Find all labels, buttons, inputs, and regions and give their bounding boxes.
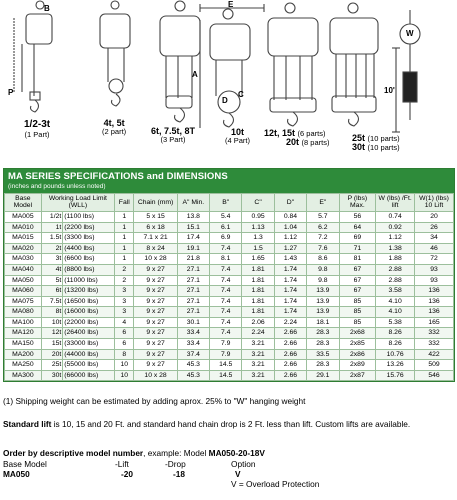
table-row [5,222,454,233]
table-cell: 1/2t [41,211,63,222]
table-row [5,254,454,265]
col-header: E" [307,194,339,212]
col-header: P (lbs) Max. [339,194,376,212]
dim-d-label: D [222,96,228,105]
table-cell: 33.4 [177,328,209,339]
table-cell: 9 x 27 [134,360,177,371]
hoist-drawings [0,0,457,165]
table-cell: 7.4 [210,264,242,275]
table-cell: 37.4 [177,349,209,360]
table-cell: 17.4 [177,233,209,244]
table-cell: 45.3 [177,360,209,371]
table-cell: 8 [115,349,134,360]
capacity-label-3: 6t, 7.5t, 8T (3 Part) [151,126,196,145]
order-example: MA050-20-18V [208,448,265,458]
order-label-base: Base Model [3,459,47,469]
table-cell: 546 [415,370,454,381]
table-cell: 2x87 [339,370,376,381]
table-cell: 1.65 [242,254,274,265]
table-row [5,296,454,307]
col-header: C" [242,194,274,212]
order-value-lift: -20 [121,469,133,479]
table-cell: 18.1 [307,317,339,328]
col-header: D" [274,194,306,212]
table-cell: 1.12 [376,233,415,244]
table-cell: 1.74 [274,264,306,275]
hoist-4-drawing [200,4,264,128]
table-cell: 7.9 [210,339,242,350]
table-cell: 5.38 [376,317,415,328]
table-cell: 1.74 [274,286,306,297]
table-cell: 2x89 [339,360,376,371]
table-cell: 8.26 [376,328,415,339]
table-cell: 3 [115,296,134,307]
col-header: Base Model [5,194,42,212]
table-cell: 6 [115,328,134,339]
table-cell: (6600 lbs) [63,254,115,265]
table-cell: 1.74 [274,275,306,286]
table-cell: 28.3 [307,339,339,350]
table-cell: MA075 [5,296,42,307]
table-cell: (4400 lbs) [63,243,115,254]
table-cell: 5t [41,275,63,286]
table-cell: (16500 lbs) [63,296,115,307]
order-label-lift: -Lift [115,459,129,469]
table-cell: 12t [41,328,63,339]
table-cell: 4t [41,264,63,275]
table-cell: 13.9 [307,307,339,318]
table-cell: 1.12 [274,233,306,244]
table-cell: 7.5t [41,296,63,307]
col-header: Fall [115,194,134,212]
table-cell: (44000 lbs) [63,349,115,360]
table-cell: 27.1 [177,296,209,307]
table-cell: 20t [41,349,63,360]
table-cell: 1.81 [242,307,274,318]
table-cell: 2.66 [274,360,306,371]
table-row [5,317,454,328]
table-cell: 46 [415,243,454,254]
table-cell: 5.7 [307,211,339,222]
table-cell: 34 [415,233,454,244]
table-cell: 9 x 27 [134,286,177,297]
table-cell: 9 x 27 [134,307,177,318]
table-cell: 1 [115,222,134,233]
table-cell: 28.3 [307,328,339,339]
col-header: Chain (mm) [134,194,177,212]
table-cell: 3 [115,286,134,297]
table-cell: 14.5 [210,370,242,381]
table-cell: 1.38 [376,243,415,254]
table-cell: 6.2 [307,222,339,233]
standard-lift-bold: Standard lift [3,419,52,429]
table-cell: 9 x 27 [134,296,177,307]
hoist-1-drawing [14,1,52,112]
table-cell: 2.88 [376,264,415,275]
table-cell: 2.24 [242,328,274,339]
table-cell: MA030 [5,254,42,265]
standard-lift-text: is 10, 15 and 20 Ft. and standard hand chain drop is 2 Ft. less than lift. Custom lifts are available. [51,419,411,429]
table-cell: 1.81 [242,275,274,286]
table-cell: 1 [115,211,134,222]
table-cell: 1.3 [242,233,274,244]
dim-p-label: P [8,88,14,97]
table-cell: 7.4 [210,286,242,297]
table-cell: 1.13 [242,222,274,233]
table-cell: 332 [415,339,454,350]
table-cell: 69 [339,233,376,244]
table-cell: 29.1 [307,370,339,381]
table-cell: 1.43 [274,254,306,265]
option-note: V = Overload Protection [231,479,320,489]
col-header: W(1) (lbs) 10 Lift [415,194,454,212]
table-row [5,360,454,371]
table-cell: 9 x 27 [134,317,177,328]
table-cell: 1.5 [242,243,274,254]
table-cell: 1.88 [376,254,415,265]
table-cell: 509 [415,360,454,371]
table-cell: 33.5 [307,349,339,360]
table-cell: 1.74 [274,296,306,307]
table-cell: 1.04 [274,222,306,233]
table-cell: MA015 [5,233,42,244]
table-cell: 93 [415,264,454,275]
table-cell: 1.81 [242,286,274,297]
table-cell: (2200 lbs) [63,222,115,233]
table-cell: 30.1 [177,317,209,328]
table-cell: 422 [415,349,454,360]
table-cell: MA120 [5,328,42,339]
table-cell: 33.4 [177,339,209,350]
table-cell: 9 x 27 [134,339,177,350]
table-cell: 4 [115,317,134,328]
table-cell: 2t [41,243,63,254]
table-cell: MA005 [5,211,42,222]
dim-c-label: C [238,90,244,99]
table-cell: 21.8 [177,254,209,265]
table-cell: 72 [415,254,454,265]
hoist-6-drawing [330,3,378,126]
table-cell: 0.84 [274,211,306,222]
table-cell: 7.4 [210,328,242,339]
table-cell: 20 [415,211,454,222]
table-cell: (11000 lbs) [63,275,115,286]
dim-10-label: 10' [384,86,395,95]
table-cell: 5.4 [210,211,242,222]
table-cell: MA150 [5,339,42,350]
table-cell: 14.5 [210,360,242,371]
table-cell: (1100 lbs) [63,211,115,222]
capacity-label-6: 25t (10 parts) 30t (10 parts) [352,133,400,153]
table-cell: 2x86 [339,349,376,360]
table-cell: 2.88 [376,275,415,286]
order-bold: Order by descriptive model number [3,448,144,458]
table-cell: 85 [339,307,376,318]
table-cell: 1.81 [242,264,274,275]
table-cell: 26 [415,222,454,233]
table-cell: (13200 lbs) [63,286,115,297]
table-cell: 8 x 24 [134,243,177,254]
spec-note: (inches and pounds unless noted) [8,183,106,190]
col-header: W (lbs) /Ft. lift [376,194,415,212]
table-cell: MA250 [5,360,42,371]
table-cell: 6 x 18 [134,222,177,233]
table-cell: 9 x 27 [134,275,177,286]
dim-e-label: E [228,0,234,9]
table-cell: 27.1 [177,286,209,297]
order-value-drop: -18 [173,469,185,479]
table-cell: 6.9 [210,233,242,244]
table-cell: 165 [415,317,454,328]
table-cell: 7.4 [210,296,242,307]
table-cell: 1.5t [41,233,63,244]
table-row [5,307,454,318]
table-cell: 13.8 [177,211,209,222]
table-cell: 1.27 [274,243,306,254]
table-cell: (26400 lbs) [63,328,115,339]
table-row [5,211,454,222]
table-cell: 332 [415,328,454,339]
table-cell: 4.10 [376,296,415,307]
capacity-label-2: 4t, 5t (2 part) [102,118,127,137]
dim-b-label: B [44,4,50,13]
table-cell: MA060 [5,286,42,297]
table-cell: 9 x 27 [134,264,177,275]
table-cell: 2 [115,264,134,275]
table-cell: 8.1 [210,254,242,265]
order-value-option: V [235,469,241,479]
table-row [5,286,454,297]
table-cell: MA010 [5,222,42,233]
table-cell: 10t [41,317,63,328]
table-cell: 2.66 [274,349,306,360]
table-cell: 10 x 28 [134,254,177,265]
table-cell: MA080 [5,307,42,318]
table-cell: 7.2 [307,233,339,244]
table-cell: MA050 [5,275,42,286]
table-cell: 19.1 [177,243,209,254]
table-cell: 13.26 [376,360,415,371]
table-row [5,349,454,360]
order-instruction [3,449,448,459]
table-cell: 8t [41,307,63,318]
spec-table-panel [3,168,455,382]
order-label-option: Option [231,459,256,469]
capacity-label-5: 12t, 15t (6 parts) 20t (8 parts) [264,128,330,148]
table-cell: 1.74 [274,307,306,318]
table-cell: MA040 [5,264,42,275]
table-row [5,339,454,350]
table-cell: 3.21 [242,370,274,381]
table-cell: 64 [339,222,376,233]
table-cell: 71 [339,243,376,254]
table-cell: 45.3 [177,370,209,381]
table-cell: 5 x 15 [134,211,177,222]
table-cell: (3300 lbs) [63,233,115,244]
table-row [5,275,454,286]
table-cell: 7.1 x 21 [134,233,177,244]
table-cell: 15.76 [376,370,415,381]
table-cell: 30t [41,370,63,381]
order-label-drop: -Drop [165,459,186,469]
table-cell: 1t [41,222,63,233]
table-cell: 3.21 [242,339,274,350]
table-cell: (55000 lbs) [63,360,115,371]
table-cell: 4.10 [376,307,415,318]
table-cell: 2.66 [274,339,306,350]
table-cell: 6t [41,286,63,297]
table-cell: 9 x 27 [134,328,177,339]
col-header: A" Min. [177,194,209,212]
order-value-base: MA050 [3,469,30,479]
standard-lift-note [3,420,448,430]
table-cell: 9.8 [307,264,339,275]
dim-w-label: W [406,29,414,38]
table-cell: 3 [115,307,134,318]
dim-a-label: A [192,70,198,79]
table-cell: MA100 [5,317,42,328]
hoist-2-drawing [100,1,130,106]
table-row [5,243,454,254]
table-cell: 9.8 [307,275,339,286]
table-row [5,233,454,244]
table-cell: (16000 lbs) [63,307,115,318]
table-cell: 6.1 [210,222,242,233]
table-cell: 8.6 [307,254,339,265]
table-cell: 7.4 [210,317,242,328]
table-cell: 9 x 27 [134,349,177,360]
table-cell: 0.74 [376,211,415,222]
table-cell: (66000 lbs) [63,370,115,381]
table-cell: 2x85 [339,339,376,350]
table-cell: 7.4 [210,243,242,254]
table-cell: 93 [415,275,454,286]
table-cell: 67 [339,275,376,286]
table-cell: MA200 [5,349,42,360]
spec-table-body [5,211,454,381]
table-cell: 2.06 [242,317,274,328]
col-header: B" [210,194,242,212]
table-row [5,370,454,381]
table-cell: 2.66 [274,328,306,339]
table-cell: 136 [415,296,454,307]
table-cell: 3.58 [376,286,415,297]
capacity-label-4: 10t (4 Part) [225,127,251,146]
order-text: , example: Model [143,448,209,458]
table-cell: (33000 lbs) [63,339,115,350]
table-cell: 28.3 [307,360,339,371]
table-cell: 13.9 [307,296,339,307]
table-cell: (8800 lbs) [63,264,115,275]
table-cell: 2 [115,275,134,286]
table-cell: 3.21 [242,349,274,360]
table-cell: 8.26 [376,339,415,350]
table-cell: 2.24 [274,317,306,328]
table-row [5,328,454,339]
table-cell: 67 [339,286,376,297]
table-cell: (22000 lbs) [63,317,115,328]
table-cell: 15.1 [177,222,209,233]
shipping-footnote: (1) Shipping weight can be estimated by adding aprox. 25% to "W" hanging weight [3,396,306,406]
capacity-label-1: 1/2-3t (1 Part) [24,119,51,139]
order-breakdown [3,460,343,498]
table-cell: 3.21 [242,360,274,371]
table-cell: 7.4 [210,307,242,318]
table-cell: 7.6 [307,243,339,254]
table-cell: 67 [339,264,376,275]
table-cell: 2.66 [274,370,306,381]
spec-title: MA SERIES SPECIFICATIONS and DIMENSIONS [8,171,228,182]
table-cell: 85 [339,317,376,328]
table-cell: 27.1 [177,307,209,318]
spec-header-row [5,194,454,212]
table-cell: 7.9 [210,349,242,360]
table-cell: 25t [41,360,63,371]
table-cell: 10.76 [376,349,415,360]
table-cell: 27.1 [177,275,209,286]
hoist-3-drawing [160,1,200,122]
table-cell: 1.81 [242,296,274,307]
table-cell: 0.95 [242,211,274,222]
spec-table [4,193,454,381]
spec-header [4,169,454,193]
table-cell: MA020 [5,243,42,254]
table-cell: 56 [339,211,376,222]
table-cell: 136 [415,286,454,297]
table-cell: MA300 [5,370,42,381]
table-cell: 10 [115,370,134,381]
col-header: Working Load Limit (WLL) [41,194,114,212]
table-cell: 6 [115,339,134,350]
table-cell: 2x68 [339,328,376,339]
table-cell: 1 [115,254,134,265]
table-cell: 85 [339,296,376,307]
table-row [5,264,454,275]
table-cell: 81 [339,254,376,265]
table-cell: 0.92 [376,222,415,233]
hoist-5-drawing [268,3,318,126]
table-cell: 1 [115,243,134,254]
table-cell: 10 x 28 [134,370,177,381]
table-cell: 3t [41,254,63,265]
table-cell: 10 [115,360,134,371]
table-cell: 136 [415,307,454,318]
table-cell: 15t [41,339,63,350]
table-cell: 13.9 [307,286,339,297]
table-cell: 7.4 [210,275,242,286]
table-cell: 1 [115,233,134,244]
table-cell: 27.1 [177,264,209,275]
